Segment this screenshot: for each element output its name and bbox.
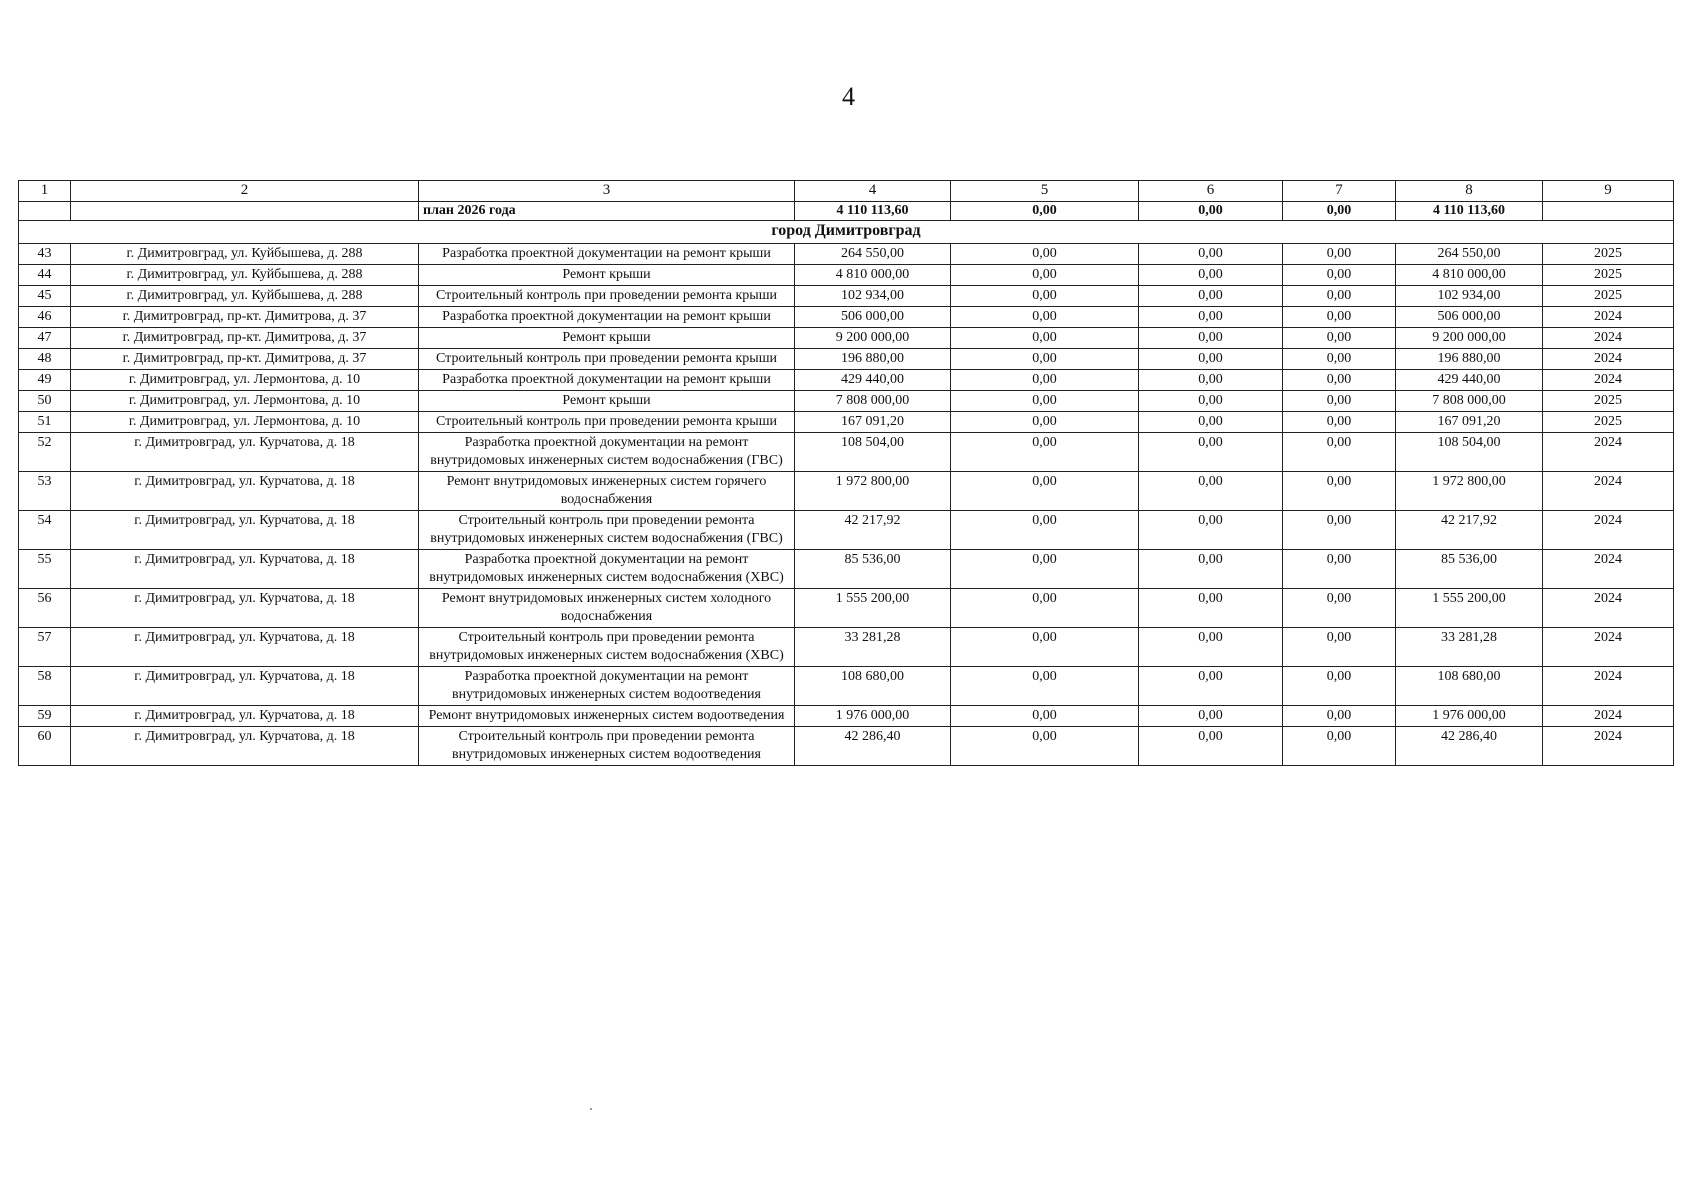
row-number: 50 xyxy=(19,391,71,412)
row-col7-value: 0,00 xyxy=(1283,589,1396,628)
row-col5-value: 0,00 xyxy=(951,628,1139,667)
plan-label: план 2026 года xyxy=(419,202,795,221)
row-col4-value: 167 091,20 xyxy=(795,412,951,433)
row-year: 2024 xyxy=(1543,589,1674,628)
row-col4-value: 42 286,40 xyxy=(795,727,951,766)
row-work-type: Ремонт крыши xyxy=(419,391,795,412)
table-row xyxy=(19,307,1674,328)
row-work-type: Разработка проектной документации на ремонт внутридомовых инженерных систем водоснабжения (ХВС) xyxy=(419,550,795,589)
table-row xyxy=(19,628,1674,667)
row-work-type: Ремонт внутридомовых инженерных систем водоотведения xyxy=(419,706,795,727)
row-col5-value: 0,00 xyxy=(951,433,1139,472)
row-col5-value: 0,00 xyxy=(951,307,1139,328)
row-col4-value: 33 281,28 xyxy=(795,628,951,667)
row-col8-value: 167 091,20 xyxy=(1396,412,1543,433)
row-work-type: Строительный контроль при проведении ремонта внутридомовых инженерных систем водоснабжения (ГВС) xyxy=(419,511,795,550)
row-address: г. Димитровград, ул. Куйбышева, д. 288 xyxy=(71,244,419,265)
table-row xyxy=(19,550,1674,589)
row-address: г. Димитровград, ул. Курчатова, д. 18 xyxy=(71,706,419,727)
table-row xyxy=(19,706,1674,727)
row-number: 60 xyxy=(19,727,71,766)
row-work-type: Строительный контроль при проведении ремонта крыши xyxy=(419,349,795,370)
row-col5-value: 0,00 xyxy=(951,589,1139,628)
plan-total-col7: 0,00 xyxy=(1283,202,1396,221)
row-work-type: Строительный контроль при проведении ремонта внутридомовых инженерных систем водоснабжения (ХВС) xyxy=(419,628,795,667)
row-col7-value: 0,00 xyxy=(1283,244,1396,265)
row-year: 2024 xyxy=(1543,550,1674,589)
row-col8-value: 108 504,00 xyxy=(1396,433,1543,472)
row-col6-value: 0,00 xyxy=(1139,511,1283,550)
row-col4-value: 1 972 800,00 xyxy=(795,472,951,511)
row-work-type: Разработка проектной документации на ремонт крыши xyxy=(419,244,795,265)
row-col6-value: 0,00 xyxy=(1139,349,1283,370)
plan-empty-cell xyxy=(1543,202,1674,221)
row-year: 2024 xyxy=(1543,328,1674,349)
row-col5-value: 0,00 xyxy=(951,706,1139,727)
row-year: 2025 xyxy=(1543,391,1674,412)
table-row xyxy=(19,433,1674,472)
row-col8-value: 1 555 200,00 xyxy=(1396,589,1543,628)
table-row xyxy=(19,349,1674,370)
row-col6-value: 0,00 xyxy=(1139,589,1283,628)
row-address: г. Димитровград, ул. Лермонтова, д. 10 xyxy=(71,412,419,433)
row-address: г. Димитровград, ул. Лермонтова, д. 10 xyxy=(71,391,419,412)
row-address: г. Димитровград, пр-кт. Димитрова, д. 37 xyxy=(71,349,419,370)
row-col5-value: 0,00 xyxy=(951,370,1139,391)
row-col6-value: 0,00 xyxy=(1139,628,1283,667)
row-work-type: Разработка проектной документации на ремонт внутридомовых инженерных систем водоснабжения (ГВС) xyxy=(419,433,795,472)
row-col8-value: 42 217,92 xyxy=(1396,511,1543,550)
column-number: 2 xyxy=(71,181,419,202)
row-col8-value: 1 972 800,00 xyxy=(1396,472,1543,511)
row-number: 52 xyxy=(19,433,71,472)
row-number: 49 xyxy=(19,370,71,391)
column-number: 9 xyxy=(1543,181,1674,202)
row-col5-value: 0,00 xyxy=(951,286,1139,307)
row-year: 2025 xyxy=(1543,286,1674,307)
row-col8-value: 1 976 000,00 xyxy=(1396,706,1543,727)
row-col4-value: 429 440,00 xyxy=(795,370,951,391)
row-col6-value: 0,00 xyxy=(1139,391,1283,412)
repair-plan-table xyxy=(18,180,1674,766)
column-number: 8 xyxy=(1396,181,1543,202)
table-row xyxy=(19,328,1674,349)
row-work-type: Ремонт крыши xyxy=(419,265,795,286)
row-col6-value: 0,00 xyxy=(1139,433,1283,472)
row-col5-value: 0,00 xyxy=(951,265,1139,286)
row-col8-value: 7 808 000,00 xyxy=(1396,391,1543,412)
column-number: 5 xyxy=(951,181,1139,202)
row-number: 47 xyxy=(19,328,71,349)
plan-total-col6: 0,00 xyxy=(1139,202,1283,221)
row-col7-value: 0,00 xyxy=(1283,628,1396,667)
table-row xyxy=(19,391,1674,412)
row-year: 2024 xyxy=(1543,628,1674,667)
row-col5-value: 0,00 xyxy=(951,349,1139,370)
row-col5-value: 0,00 xyxy=(951,244,1139,265)
row-year: 2024 xyxy=(1543,706,1674,727)
row-col4-value: 1 555 200,00 xyxy=(795,589,951,628)
row-year: 2024 xyxy=(1543,433,1674,472)
row-col7-value: 0,00 xyxy=(1283,511,1396,550)
column-number: 7 xyxy=(1283,181,1396,202)
row-col6-value: 0,00 xyxy=(1139,265,1283,286)
row-address: г. Димитровград, ул. Курчатова, д. 18 xyxy=(71,550,419,589)
row-col8-value: 4 810 000,00 xyxy=(1396,265,1543,286)
row-col4-value: 7 808 000,00 xyxy=(795,391,951,412)
table-row xyxy=(19,727,1674,766)
row-work-type: Строительный контроль при проведении ремонта крыши xyxy=(419,286,795,307)
row-work-type: Строительный контроль при проведении ремонта внутридомовых инженерных систем водоотведения xyxy=(419,727,795,766)
row-year: 2024 xyxy=(1543,307,1674,328)
row-work-type: Ремонт крыши xyxy=(419,328,795,349)
row-col7-value: 0,00 xyxy=(1283,265,1396,286)
plan-empty-cell xyxy=(71,202,419,221)
row-col6-value: 0,00 xyxy=(1139,286,1283,307)
row-col4-value: 108 680,00 xyxy=(795,667,951,706)
row-col7-value: 0,00 xyxy=(1283,667,1396,706)
row-col8-value: 33 281,28 xyxy=(1396,628,1543,667)
row-col6-value: 0,00 xyxy=(1139,727,1283,766)
row-year: 2024 xyxy=(1543,370,1674,391)
row-work-type: Ремонт внутридомовых инженерных систем горячего водоснабжения xyxy=(419,472,795,511)
row-number: 48 xyxy=(19,349,71,370)
row-address: г. Димитровград, ул. Куйбышева, д. 288 xyxy=(71,265,419,286)
row-address: г. Димитровград, ул. Курчатова, д. 18 xyxy=(71,472,419,511)
row-year: 2024 xyxy=(1543,472,1674,511)
table-row xyxy=(19,667,1674,706)
row-col5-value: 0,00 xyxy=(951,472,1139,511)
row-col8-value: 42 286,40 xyxy=(1396,727,1543,766)
city-title: город Димитровград xyxy=(19,221,1674,244)
row-number: 57 xyxy=(19,628,71,667)
row-number: 44 xyxy=(19,265,71,286)
row-col7-value: 0,00 xyxy=(1283,433,1396,472)
row-col5-value: 0,00 xyxy=(951,511,1139,550)
row-col4-value: 102 934,00 xyxy=(795,286,951,307)
row-col6-value: 0,00 xyxy=(1139,706,1283,727)
column-number: 1 xyxy=(19,181,71,202)
column-number-row xyxy=(19,181,1674,202)
row-year: 2025 xyxy=(1543,244,1674,265)
column-number: 3 xyxy=(419,181,795,202)
row-number: 55 xyxy=(19,550,71,589)
table-row xyxy=(19,589,1674,628)
table-row xyxy=(19,511,1674,550)
row-address: г. Димитровград, ул. Курчатова, д. 18 xyxy=(71,667,419,706)
row-col7-value: 0,00 xyxy=(1283,349,1396,370)
row-work-type: Разработка проектной документации на ремонт крыши xyxy=(419,370,795,391)
row-col8-value: 85 536,00 xyxy=(1396,550,1543,589)
plan-total-col5: 0,00 xyxy=(951,202,1139,221)
row-number: 51 xyxy=(19,412,71,433)
row-col6-value: 0,00 xyxy=(1139,550,1283,589)
row-col6-value: 0,00 xyxy=(1139,472,1283,511)
row-col4-value: 108 504,00 xyxy=(795,433,951,472)
plan-total-col4: 4 110 113,60 xyxy=(795,202,951,221)
row-col4-value: 4 810 000,00 xyxy=(795,265,951,286)
row-year: 2024 xyxy=(1543,349,1674,370)
row-year: 2025 xyxy=(1543,265,1674,286)
row-col8-value: 108 680,00 xyxy=(1396,667,1543,706)
row-col8-value: 429 440,00 xyxy=(1396,370,1543,391)
row-col6-value: 0,00 xyxy=(1139,370,1283,391)
row-number: 54 xyxy=(19,511,71,550)
row-address: г. Димитровград, ул. Курчатова, д. 18 xyxy=(71,628,419,667)
row-address: г. Димитровград, пр-кт. Димитрова, д. 37 xyxy=(71,328,419,349)
row-col4-value: 506 000,00 xyxy=(795,307,951,328)
city-heading-row xyxy=(19,221,1674,244)
row-col5-value: 0,00 xyxy=(951,412,1139,433)
row-work-type: Разработка проектной документации на ремонт крыши xyxy=(419,307,795,328)
row-year: 2024 xyxy=(1543,727,1674,766)
row-col6-value: 0,00 xyxy=(1139,328,1283,349)
row-col4-value: 85 536,00 xyxy=(795,550,951,589)
row-col8-value: 196 880,00 xyxy=(1396,349,1543,370)
row-col5-value: 0,00 xyxy=(951,727,1139,766)
row-col4-value: 42 217,92 xyxy=(795,511,951,550)
row-col7-value: 0,00 xyxy=(1283,412,1396,433)
row-col5-value: 0,00 xyxy=(951,667,1139,706)
row-address: г. Димитровград, ул. Курчатова, д. 18 xyxy=(71,727,419,766)
table-row xyxy=(19,412,1674,433)
row-address: г. Димитровград, ул. Лермонтова, д. 10 xyxy=(71,370,419,391)
row-col4-value: 1 976 000,00 xyxy=(795,706,951,727)
page-number: 4 xyxy=(842,82,855,111)
row-col7-value: 0,00 xyxy=(1283,472,1396,511)
row-col7-value: 0,00 xyxy=(1283,550,1396,589)
plan-total-row xyxy=(19,202,1674,221)
row-number: 56 xyxy=(19,589,71,628)
row-col8-value: 264 550,00 xyxy=(1396,244,1543,265)
row-year: 2024 xyxy=(1543,511,1674,550)
row-number: 46 xyxy=(19,307,71,328)
row-col7-value: 0,00 xyxy=(1283,391,1396,412)
row-col4-value: 264 550,00 xyxy=(795,244,951,265)
row-col7-value: 0,00 xyxy=(1283,307,1396,328)
row-address: г. Димитровград, ул. Куйбышева, д. 288 xyxy=(71,286,419,307)
row-year: 2025 xyxy=(1543,412,1674,433)
row-col6-value: 0,00 xyxy=(1139,307,1283,328)
row-address: г. Димитровград, ул. Курчатова, д. 18 xyxy=(71,433,419,472)
table-row xyxy=(19,286,1674,307)
row-col7-value: 0,00 xyxy=(1283,286,1396,307)
table-row xyxy=(19,370,1674,391)
row-number: 45 xyxy=(19,286,71,307)
row-number: 53 xyxy=(19,472,71,511)
row-number: 43 xyxy=(19,244,71,265)
row-col4-value: 9 200 000,00 xyxy=(795,328,951,349)
row-address: г. Димитровград, ул. Курчатова, д. 18 xyxy=(71,511,419,550)
row-col5-value: 0,00 xyxy=(951,550,1139,589)
row-col7-value: 0,00 xyxy=(1283,706,1396,727)
row-col7-value: 0,00 xyxy=(1283,727,1396,766)
row-col4-value: 196 880,00 xyxy=(795,349,951,370)
row-col5-value: 0,00 xyxy=(951,328,1139,349)
row-col6-value: 0,00 xyxy=(1139,667,1283,706)
row-col8-value: 506 000,00 xyxy=(1396,307,1543,328)
row-number: 58 xyxy=(19,667,71,706)
column-number: 4 xyxy=(795,181,951,202)
table-row xyxy=(19,265,1674,286)
table-row xyxy=(19,472,1674,511)
row-number: 59 xyxy=(19,706,71,727)
column-number: 6 xyxy=(1139,181,1283,202)
row-col6-value: 0,00 xyxy=(1139,244,1283,265)
row-address: г. Димитровград, ул. Курчатова, д. 18 xyxy=(71,589,419,628)
scan-speck xyxy=(590,1108,592,1110)
row-col8-value: 102 934,00 xyxy=(1396,286,1543,307)
table-row xyxy=(19,244,1674,265)
row-work-type: Ремонт внутридомовых инженерных систем холодного водоснабжения xyxy=(419,589,795,628)
row-work-type: Строительный контроль при проведении ремонта крыши xyxy=(419,412,795,433)
row-col8-value: 9 200 000,00 xyxy=(1396,328,1543,349)
row-col6-value: 0,00 xyxy=(1139,412,1283,433)
plan-empty-cell xyxy=(19,202,71,221)
row-col7-value: 0,00 xyxy=(1283,370,1396,391)
plan-total-col8: 4 110 113,60 xyxy=(1396,202,1543,221)
row-col7-value: 0,00 xyxy=(1283,328,1396,349)
row-year: 2024 xyxy=(1543,667,1674,706)
row-col5-value: 0,00 xyxy=(951,391,1139,412)
row-address: г. Димитровград, пр-кт. Димитрова, д. 37 xyxy=(71,307,419,328)
row-work-type: Разработка проектной документации на ремонт внутридомовых инженерных систем водоотведения xyxy=(419,667,795,706)
